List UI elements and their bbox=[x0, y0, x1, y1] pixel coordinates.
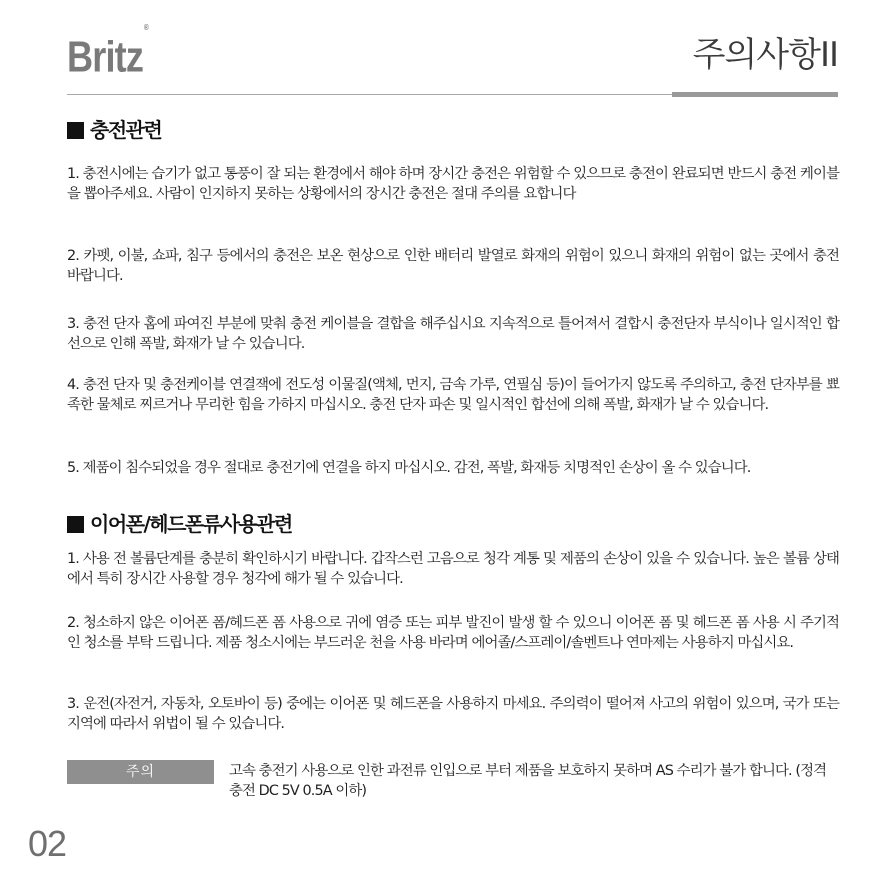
trademark-mark: ® bbox=[143, 23, 148, 32]
square-bullet-icon bbox=[67, 516, 84, 533]
earphone-item-3: 3. 운전(자전거, 자동차, 오토바이 등) 중에는 이어폰 및 헤드폰을 사용하지 마세요. 주의력이 떨어져 사고의 위험이 있으며, 국가 또는 지역에 따라서 위법이 될 수 있습니다. bbox=[67, 696, 839, 732]
earphone-item-2: 2. 청소하지 않은 이어폰 폼/헤드폰 폼 사용으로 귀에 염증 또는 피부 발진이 발생 할 수 있으니 이어폰 폼 및 헤드폰 폼 사용 시 주기적인 청소를 부탁 드립니다. 제품 청소시에는 부드러운 천을 사용 바라며 에어졸/스프레이/솔벤트나 연마제는 사용하지 마십시요. bbox=[67, 615, 839, 651]
charging-item-4: 4. 충전 단자 및 충전케이블 연결잭에 전도성 이물질(액체, 먼지, 금속 가루, 연필심 등)이 들어가지 않도록 주의하고, 충전 단자부를 뾰족한 물체로 찌르거나 무리한 힘을 가하지 마십시오. 충전 단자 파손 및 일시적인 합선에 의해 폭발, 화재가 날 수 있습니다. bbox=[67, 377, 839, 413]
charging-item-2: 2. 카펫, 이불, 쇼파, 침구 등에서의 충전은 보온 현상으로 인한 배터리 발열로 화재의 위험이 있으니 화재의 위험이 없는 곳에서 충전 바랍니다. bbox=[67, 248, 839, 284]
caution-badge: 주의 bbox=[67, 760, 214, 784]
caution-text: 고속 충전기 사용으로 인한 과전류 인입으로 부터 제품을 보호하지 못하며 AS 수리가 불가 합니다. (정격 충전 DC 5V 0.5A 이하) bbox=[229, 763, 827, 799]
charging-item-1: 1. 충전시에는 습기가 없고 통풍이 잘 되는 환경에서 해야 하며 장시간 충전은 위험할 수 있으므로 충전이 완료되면 반드시 충전 케이블을 뽑아주세요. 사람이 인지하지 못하는 상황에서의 장시간 충전은 절대 주의를 요합니다 bbox=[67, 166, 839, 202]
earphone-item-1: 1. 사용 전 볼륨단계를 충분히 확인하시기 바랍니다. 갑작스런 고음으로 청각 계통 및 제품의 손상이 있을 수 있습니다. 높은 볼륨 상태에서 특히 장시간 사용할 경우 청각에 해가 될 수 있습니다. bbox=[67, 551, 839, 587]
section-heading-label: 이어폰/헤드폰류사용관련 bbox=[90, 512, 292, 536]
charging-item-5: 5. 제품이 침수되었을 경우 절대로 충전기에 연결을 하지 마십시오. 감전, 폭발, 화재등 치명적인 손상이 올 수 있습니다. bbox=[67, 460, 751, 476]
section-heading-charging bbox=[67, 118, 161, 142]
section-heading-earphones bbox=[67, 512, 292, 536]
square-bullet-icon bbox=[67, 122, 84, 139]
brand-name: Britz bbox=[67, 32, 144, 82]
section-heading-label: 충전관련 bbox=[90, 118, 162, 142]
header-accent-bar bbox=[672, 92, 838, 97]
page-number: 02 bbox=[28, 823, 67, 864]
page-title: 주의사항II bbox=[692, 35, 838, 75]
charging-item-3: 3. 충전 단자 홈에 파여진 부분에 맞춰 충전 케이블을 결합을 해주십시요 지속적으로 틀어져서 결합시 충전단자 부식이나 일시적인 합선으로 인해 폭발, 화재가 날 수 있습니다. bbox=[67, 316, 839, 352]
brand-logo bbox=[67, 23, 148, 82]
